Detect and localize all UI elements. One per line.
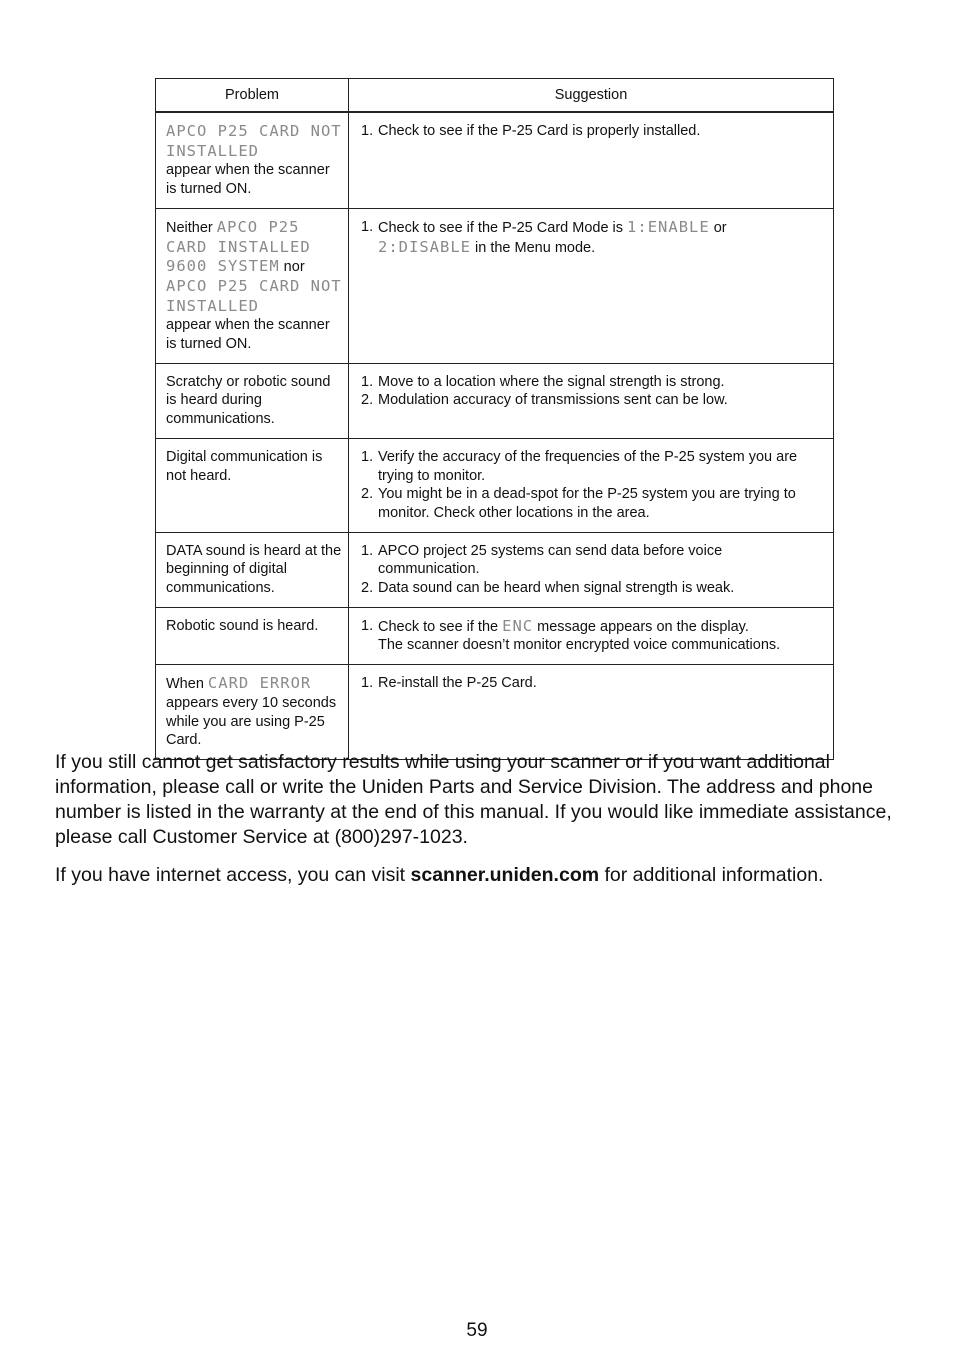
suggestion-text: Modulation accuracy of transmissions sent can be low.	[378, 392, 728, 409]
lcd-message: 2:DISABLE	[378, 237, 471, 256]
suggestion-item	[361, 485, 827, 522]
suggestion-cell	[349, 112, 834, 208]
suggestion-item	[361, 122, 827, 141]
table-row	[156, 438, 834, 532]
problem-cell	[156, 532, 349, 607]
troubleshooting-table	[155, 78, 834, 760]
support-paragraph: If you still cannot get satisfactory results while using your scanner or if you want additional information, please call or write the Uniden Parts and Service Division. The address and phone number is listed in the warranty at the end of this manual. If you would like immediate assistance, please call Customer Service at (800)297-1023.	[55, 751, 892, 848]
suggestion-item	[361, 218, 827, 257]
suggestion-text: in the Menu mode.	[471, 239, 596, 256]
suggestion-text: Re-install the P-25 Card.	[378, 675, 537, 692]
suggestion-text: You might be in a dead-spot for the P-25 system you are trying to monitor. Check other locations in the area.	[378, 486, 796, 521]
suggestion-item	[361, 448, 827, 485]
suggestion-cell	[349, 208, 834, 363]
suggestion-text: message appears on the display.	[533, 618, 749, 635]
problem-cell	[156, 607, 349, 664]
problem-text: Digital communication is not heard.	[166, 448, 323, 484]
table-row	[156, 532, 834, 607]
suggestion-cell	[349, 607, 834, 664]
suggestion-item	[361, 617, 827, 655]
suggestion-item	[361, 579, 827, 598]
problem-column-header: Problem	[156, 79, 349, 113]
lcd-message: APCO P25 CARD NOT INSTALLED	[166, 122, 342, 160]
item-number: 1.	[361, 373, 374, 390]
problem-text: Scratchy or robotic sound is heard during communications.	[166, 373, 331, 428]
problem-text: Neither	[166, 219, 217, 236]
item-number: 1.	[361, 218, 374, 235]
item-number: 1.	[361, 123, 374, 139]
item-number: 2.	[361, 392, 374, 409]
problem-text: nor	[279, 259, 305, 276]
item-number: 1.	[361, 617, 374, 634]
table-row	[156, 665, 834, 760]
item-number: 1.	[361, 542, 374, 559]
item-number: 1.	[361, 675, 374, 692]
suggestion-text: The scanner doesn’t monitor encrypted voice communications.	[378, 637, 781, 654]
suggestion-text: Check to see if the P-25 Card Mode is	[378, 219, 628, 236]
suggestion-text: Verify the accuracy of the frequencies of the P-25 system you are trying to monitor.	[378, 448, 798, 484]
table-row	[156, 607, 834, 664]
suggestion-cell	[349, 363, 834, 438]
item-number: 1.	[361, 448, 374, 465]
suggestion-cell	[349, 532, 834, 607]
suggestion-text: Check to see if the P-25 Card is properly installed.	[378, 123, 701, 139]
table-row	[156, 363, 834, 438]
problem-text: When	[166, 676, 208, 693]
problem-text: appears every 10 seconds while you are using P-25 Card.	[166, 694, 337, 749]
suggestion-text: or	[709, 219, 727, 236]
website-text-after: for additional information.	[599, 864, 824, 886]
suggestion-cell	[349, 438, 834, 532]
table-header-row	[156, 79, 834, 113]
problem-cell	[156, 665, 349, 760]
suggestion-cell	[349, 665, 834, 760]
item-number: 2.	[361, 580, 374, 597]
lcd-message: APCO P25 CARD NOT INSTALLED	[166, 276, 342, 315]
suggestion-item	[361, 674, 827, 693]
lcd-message: 1:ENABLE	[627, 217, 710, 236]
suggestion-item	[361, 391, 827, 410]
suggestion-text: Data sound can be heard when signal strength is weak.	[378, 580, 735, 597]
problem-cell	[156, 112, 349, 208]
website-text-before: If you have internet access, you can visit	[55, 864, 411, 886]
problem-cell	[156, 438, 349, 532]
suggestion-item	[361, 542, 827, 579]
problem-cell	[156, 363, 349, 438]
website-link: scanner.uniden.com	[410, 864, 600, 886]
suggestion-text: APCO project 25 systems can send data before voice communication.	[378, 542, 723, 578]
item-number: 2.	[361, 486, 374, 503]
suggestion-column-header: Suggestion	[349, 79, 834, 113]
lcd-message: CARD ERROR	[207, 674, 312, 693]
lcd-message: ENC	[502, 616, 534, 635]
table-row	[156, 208, 834, 363]
lcd-message: APCO P25 CARD INSTALLED 9600 SYSTEM	[166, 217, 311, 276]
website-paragraph	[55, 863, 915, 888]
problem-cell	[156, 208, 349, 363]
page-number: 59	[466, 1320, 488, 1341]
suggestion-text: Check to see if the	[378, 618, 503, 635]
suggestion-item	[361, 373, 827, 392]
problem-text: Robotic sound is heard.	[166, 617, 319, 634]
problem-text: DATA sound is heard at the beginning of digital communications.	[166, 542, 342, 597]
problem-text: appear when the scanner is turned ON.	[166, 162, 330, 198]
suggestion-text: Move to a location where the signal strength is strong.	[378, 373, 725, 390]
problem-text: appear when the scanner is turned ON.	[166, 317, 330, 353]
table-row	[156, 112, 834, 208]
